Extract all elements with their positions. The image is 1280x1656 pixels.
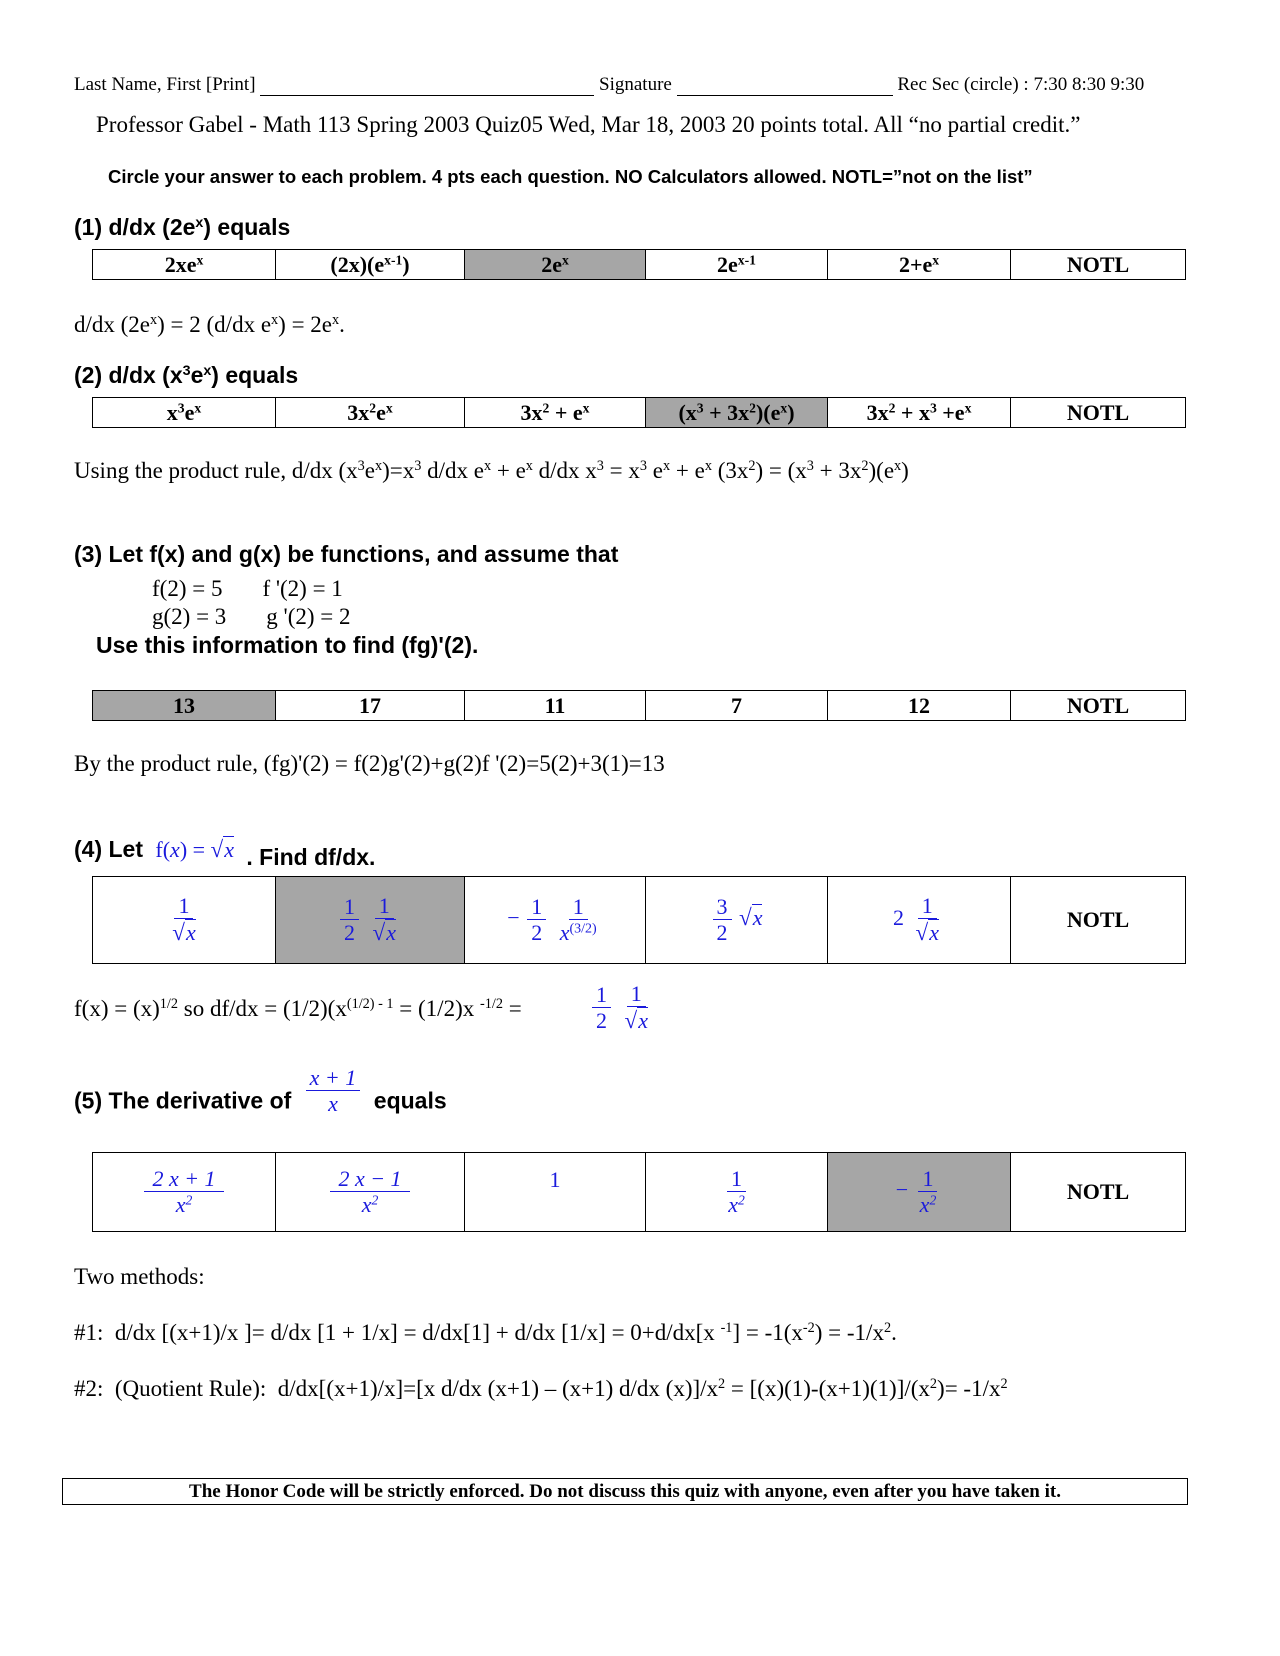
q3-given-row-1: f(2) = 5 f '(2) = 1 — [152, 576, 343, 601]
q5-heading: (5) The derivative of $\frac{x + 1}{x}$ equals — [74, 1065, 447, 1117]
q1-heading: (1) d/dx $(2e^x)$ equals — [74, 214, 291, 240]
q3-given-row-2: g(2) = 3 g '(2) = 2 — [152, 604, 351, 629]
q3-instruction: Use this information to find (fg)'(2). — [96, 632, 479, 658]
name-label: Last Name, First [Print] — [74, 74, 256, 95]
q2-option-4-correct[interactable]: $(x^3 + 3x^2)(e^x)$ — [646, 398, 828, 428]
q2-option-1[interactable]: $x^3e^x$ — [93, 398, 276, 428]
q5-option-1[interactable]: $\frac{2 x + 1}{x^2}$ — [93, 1153, 276, 1232]
q2-option-2[interactable]: $3x^2e^x$ — [276, 398, 465, 428]
q3-answer-table — [92, 690, 1186, 721]
rec-sec-label: Rec Sec (circle) : 7:30 8:30 9:30 — [897, 74, 1145, 95]
q5-option-3[interactable]: 1 — [465, 1153, 646, 1232]
q2-solution: Using the product rule, d/dx $(x^3e^x)=x^3$ d/dx $e^x + e^x$ d/dx $x^3 = x^3$ $e^x + e^x$ $(3x^2) = (x^3 + 3x^2)(e^x)$ — [74, 458, 909, 483]
q5-answer-table — [92, 1152, 1186, 1232]
q3-option-3[interactable]: 11 — [465, 691, 646, 721]
q5-methods-label: Two methods: — [74, 1264, 205, 1289]
q4-option-3[interactable]: − $\frac{1}{2}$ $\frac{1}{x^{(3/2)}}$ — [465, 877, 646, 964]
q3-solution: By the product rule, (fg)'(2) = f(2)g'(2)+g(2)f '(2)=5(2)+3(1)=13 — [74, 751, 665, 776]
signature-field[interactable] — [677, 77, 893, 96]
q1-option-3-correct[interactable]: $2e^x$ — [465, 250, 646, 280]
q1-option-1[interactable]: $2xe^x$ — [93, 250, 276, 280]
honor-code-box: The Honor Code will be strictly enforced. Do not discuss this quiz with anyone, even after you have taken it. — [62, 1478, 1188, 1505]
q4-option-2-correct[interactable]: $\frac{1}{2}$ $\frac{1}{√x}$ — [276, 877, 465, 964]
q1-option-5[interactable]: $2+e^x$ — [828, 250, 1011, 280]
q3-option-2[interactable]: 17 — [276, 691, 465, 721]
q5-option-5-correct[interactable]: − $\frac{1}{x^2}$ — [828, 1153, 1011, 1232]
q1-solution: d/dx $(2e^x) = 2$ (d/dx $e^x) = 2e^x$. — [74, 312, 345, 337]
q2-answer-table — [92, 397, 1186, 428]
q5-option-2[interactable]: $\frac{2 x - 1}{x^2}$ — [276, 1153, 465, 1232]
q1-option-notl[interactable]: NOTL — [1011, 250, 1186, 280]
q5-option-notl[interactable]: NOTL — [1011, 1153, 1186, 1232]
q4-solution-result: $\frac{1}{2}$ $\frac{1}{√x}$ — [590, 982, 654, 1034]
q4-function: f(x) = √x — [155, 836, 234, 862]
q2-option-5[interactable]: $3x^2 + x^3 +e^x$ — [828, 398, 1011, 428]
q5-fraction: $\frac{x + 1}{x}$ — [304, 1076, 368, 1101]
q2-heading: (2) d/dx $(x^3e^x)$ equals — [74, 362, 299, 388]
name-field[interactable] — [260, 77, 594, 96]
q2-option-notl[interactable]: NOTL — [1011, 398, 1186, 428]
q1-option-4[interactable]: $2e^{x-1}$ — [646, 250, 828, 280]
q4-option-5[interactable]: 2 $\frac{1}{√x}$ — [828, 877, 1011, 964]
q1-option-2[interactable]: $(2x)(e^{x-1})$ — [276, 250, 465, 280]
course-line: Professor Gabel - Math 113 Spring 2003 Quiz05 Wed, Mar 18, 2003 20 points total. All “no partial credit.” — [96, 112, 1081, 137]
q3-option-5[interactable]: 12 — [828, 691, 1011, 721]
q5-option-4[interactable]: $\frac{1}{x^2}$ — [646, 1153, 828, 1232]
q4-option-notl[interactable]: NOTL — [1011, 877, 1186, 964]
q4-option-1[interactable]: $\frac{1}{√x}$ — [93, 877, 276, 964]
q3-option-notl[interactable]: NOTL — [1011, 691, 1186, 721]
q5-method-2: #2: (Quotient Rule): d/dx[(x+1)/x]=[x d/dx (x+1) – (x+1) d/dx $(x)]/x^2 = [(x)(1)-(x+1)(1)]/(x^2)= -1/x^2$ — [74, 1376, 1008, 1401]
header-line — [74, 74, 1144, 96]
q4-option-4[interactable]: $\frac{3}{2}$ √x — [646, 877, 828, 964]
instructions: Circle your answer to each problem. 4 pts each question. NO Calculators allowed. NOTL=”not on the list” — [108, 166, 1033, 187]
signature-label: Signature — [599, 74, 672, 95]
q3-option-1-correct[interactable]: 13 — [93, 691, 276, 721]
q5-method-1: #1: d/dx [(x+1)/x ]= d/dx [1 + 1/x] = d/dx[1] + d/dx [1/x] = 0+d/dx[x $^{-1}] = -1(x^{-2}) = -1/x^2$. — [74, 1320, 897, 1345]
q2-option-3[interactable]: $3x^2 + e^x$ — [465, 398, 646, 428]
q3-option-4[interactable]: 7 — [646, 691, 828, 721]
q4-answer-table — [92, 876, 1186, 964]
q4-heading: (4) Let f(x) = √x . Find df/dx. — [74, 836, 376, 870]
q3-heading: (3) Let f(x) and g(x) be functions, and assume that — [74, 541, 619, 567]
q1-answer-table — [92, 249, 1186, 280]
q4-solution: $f(x) = (x)^{1/2}$ so $df/dx = (1/2)(x^{(1/2) - 1} = (1/2)x$ $^{-1/2}$ = — [74, 996, 522, 1021]
